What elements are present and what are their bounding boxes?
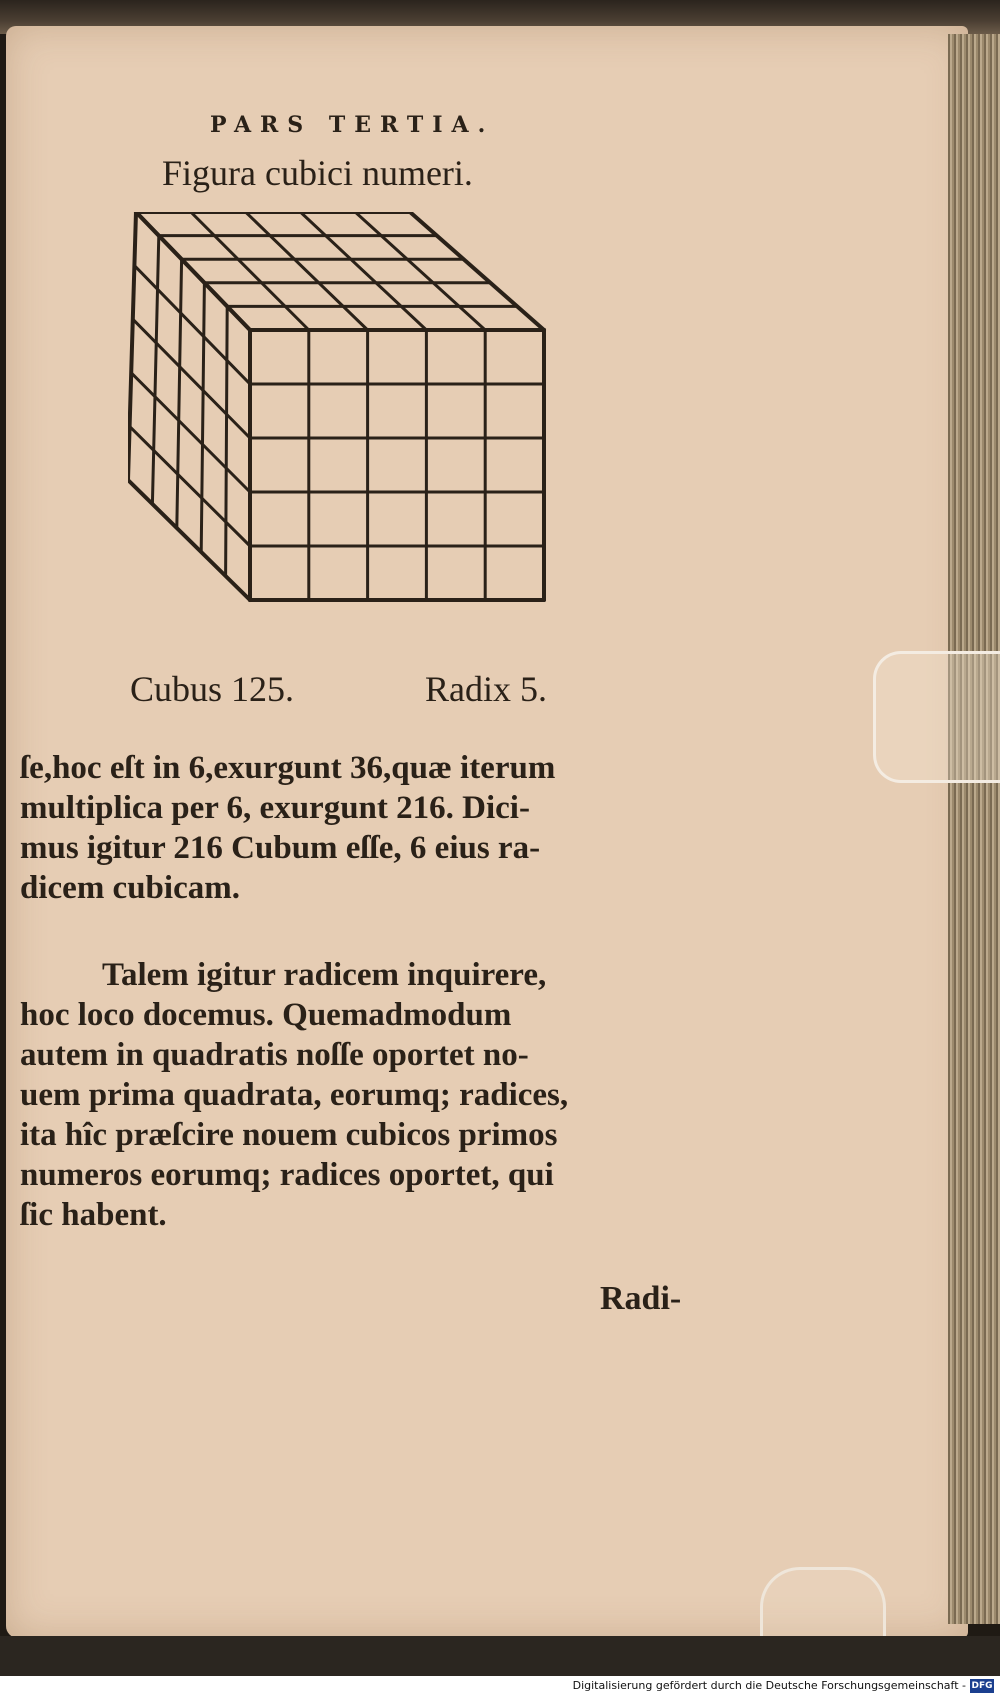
cube-grid-line bbox=[300, 212, 426, 330]
cube-grid-line bbox=[355, 212, 485, 330]
cube-grid-line bbox=[410, 212, 544, 330]
text-line: hoc loco docemus. Quemadmodum bbox=[20, 997, 512, 1033]
page-clip-right bbox=[873, 651, 1000, 783]
text-line: ita hîc præſcire nouem cubicos primos bbox=[20, 1117, 558, 1153]
text-line: multiplica per 6, exurgunt 216. Dici- bbox=[20, 790, 530, 826]
cube-figure bbox=[128, 212, 598, 662]
cube-grid-line bbox=[136, 212, 250, 330]
text-line: uem prima quadrata, eorumq; radices, bbox=[20, 1077, 569, 1113]
text-line: autem in quadratis noſſe oportet no- bbox=[20, 1037, 529, 1073]
text-line: Talem igitur radicem inquirere, bbox=[102, 957, 547, 993]
paragraph-2 bbox=[20, 955, 720, 1235]
catchword: Radi- bbox=[600, 1280, 682, 1317]
cube-grid-line bbox=[133, 319, 250, 438]
running-head: PARS TERTIA. bbox=[210, 112, 495, 138]
paragraph-1 bbox=[20, 748, 720, 908]
cube-grid-line bbox=[246, 212, 368, 330]
page-clip-bottom bbox=[760, 1567, 886, 1640]
cube-grid-line bbox=[128, 480, 250, 600]
cube-grid-line bbox=[131, 373, 250, 492]
text-line: numeros eorumq; radices oportet, qui bbox=[20, 1157, 554, 1193]
footer-credit: Digitalisierung gefördert durch die Deutsche Forschungsgemeinschaft - bbox=[572, 1679, 966, 1692]
cube-grid-line bbox=[128, 212, 136, 480]
page-fore-edge bbox=[948, 34, 1000, 1624]
text-line: ſic habent. bbox=[20, 1197, 167, 1233]
cube-grid-line bbox=[130, 426, 250, 546]
cube-grid-line bbox=[226, 306, 228, 576]
cube-grid-line bbox=[201, 283, 204, 552]
text-line: mus igitur 216 Cubum eſſe, 6 eius ra- bbox=[20, 830, 541, 866]
text-line: ſe,hoc eſt in 6,exurgunt 36,quæ iterum bbox=[20, 750, 556, 786]
caption-cubus: Cubus 125. bbox=[130, 669, 295, 709]
text-line: dicem cubicam. bbox=[20, 870, 240, 906]
caption-radix: Radix 5. bbox=[425, 669, 547, 709]
dfg-logo: DFG bbox=[971, 1681, 993, 1691]
book-bottom-edge bbox=[0, 1636, 1000, 1676]
cube-grid-line bbox=[152, 236, 158, 504]
cube-grid-line bbox=[191, 212, 309, 330]
figure-title: Figura cubici numeri. bbox=[162, 153, 473, 193]
cube-grid-line bbox=[177, 259, 182, 528]
